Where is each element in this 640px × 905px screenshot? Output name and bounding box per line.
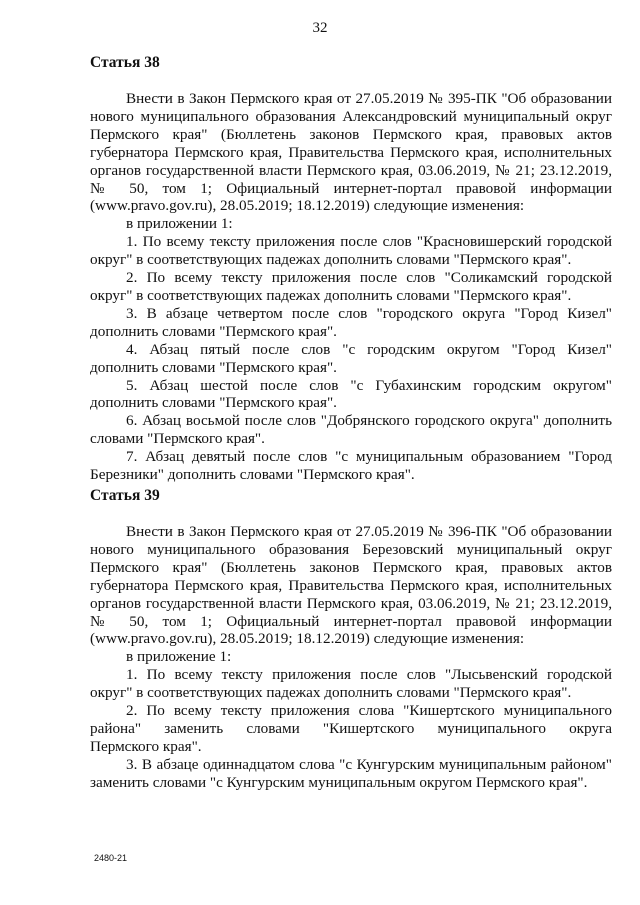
text-line: 5. Абзац шестой после слов "с Губахинским городским округом" (126, 376, 612, 394)
text-line: органов государственной власти Пермского края, 03.06.2019, № 21; 23.12.2019, (90, 161, 612, 179)
text-line: № 50, том 1; Официальный интернет-портал правовой информации (90, 612, 612, 630)
text-line: дополнить словами "Пермского края". (90, 358, 337, 376)
text-line: органов государственной власти Пермского края, 03.06.2019, № 21; 23.12.2019, (90, 594, 612, 612)
document-code: 2480-21 (94, 853, 128, 863)
text-line: № 50, том 1; Официальный интернет-портал правовой информации (90, 179, 612, 197)
text-line: в приложении 1: (126, 215, 233, 233)
text-line: 4. Абзац пятый после слов "с городским округом "Город Кизел" (126, 340, 612, 358)
text-line: словами "Пермского края". (90, 430, 265, 448)
text-line: (www.pravo.gov.ru), 28.05.2019; 18.12.2019) следующие изменения: (90, 630, 525, 648)
article-39-body (90, 523, 612, 792)
article-38-body (90, 90, 612, 484)
text-line: Пермского края" (Бюллетень законов Пермского края, правовых актов (90, 558, 612, 576)
text-line: нового муниципального образования Березовский муниципальный округ (90, 540, 612, 558)
text-line: 7. Абзац девятый после слов "с муниципальным образованием "Город (126, 448, 612, 466)
text-line: нового муниципального образования Александровский муниципальный округ (90, 107, 612, 125)
text-line: Внести в Закон Пермского края от 27.05.2019 № 395-ПК "Об образовании (126, 90, 612, 107)
text-line: 1. По всему тексту приложения после слов "Красновишерский городской (126, 233, 612, 251)
text-line: района" заменить словами "Кишертского муниципального округа (90, 719, 612, 737)
article-38-heading: Статья 38 (90, 54, 160, 71)
page-number: 32 (312, 20, 328, 36)
text-line: 3. В абзаце четвертом после слов "городского округа "Город Кизел" (126, 304, 612, 322)
text-line: Пермского края". (90, 737, 202, 755)
text-line: 6. Абзац восьмой после слов "Добрянского городского округа" дополнить (126, 412, 612, 430)
text-line: губернатора Пермского края, Правительства Пермского края, исполнительных (90, 143, 612, 161)
text-line: округ" в соответствующих падежах дополнить словами "Пермского края". (90, 286, 572, 304)
text-line: 3. В абзаце одиннадцатом слова "с Кунгурским муниципальным районом" (126, 755, 612, 773)
text-line: 2. По всему тексту приложения слова "Кишертского муниципального (126, 702, 612, 720)
text-line: Березники" дополнить словами "Пермского края". (90, 466, 415, 484)
text-line: (www.pravo.gov.ru), 28.05.2019; 18.12.2019) следующие изменения: (90, 197, 525, 215)
text-line: дополнить словами "Пермского края". (90, 322, 337, 340)
text-line: в приложение 1: (126, 648, 232, 666)
text-line: дополнить словами "Пермского края". (90, 394, 337, 412)
text-line: округ" в соответствующих падежах дополнить словами "Пермского края". (90, 684, 572, 702)
text-line: округ" в соответствующих падежах дополнить словами "Пермского края". (90, 251, 572, 269)
text-line: Внести в Закон Пермского края от 27.05.2019 № 396-ПК "Об образовании (126, 523, 612, 540)
text-line: 2. По всему тексту приложения после слов "Соликамский городской (126, 269, 612, 287)
article-39-heading: Статья 39 (90, 487, 160, 504)
text-line: заменить словами "с Кунгурским муниципальным округом Пермского края". (90, 773, 588, 791)
text-line: 1. По всему тексту приложения после слов "Лысьвенский городской (126, 666, 612, 684)
text-line: губернатора Пермского края, Правительства Пермского края, исполнительных (90, 576, 612, 594)
text-line: Пермского края" (Бюллетень законов Пермского края, правовых актов (90, 125, 612, 143)
